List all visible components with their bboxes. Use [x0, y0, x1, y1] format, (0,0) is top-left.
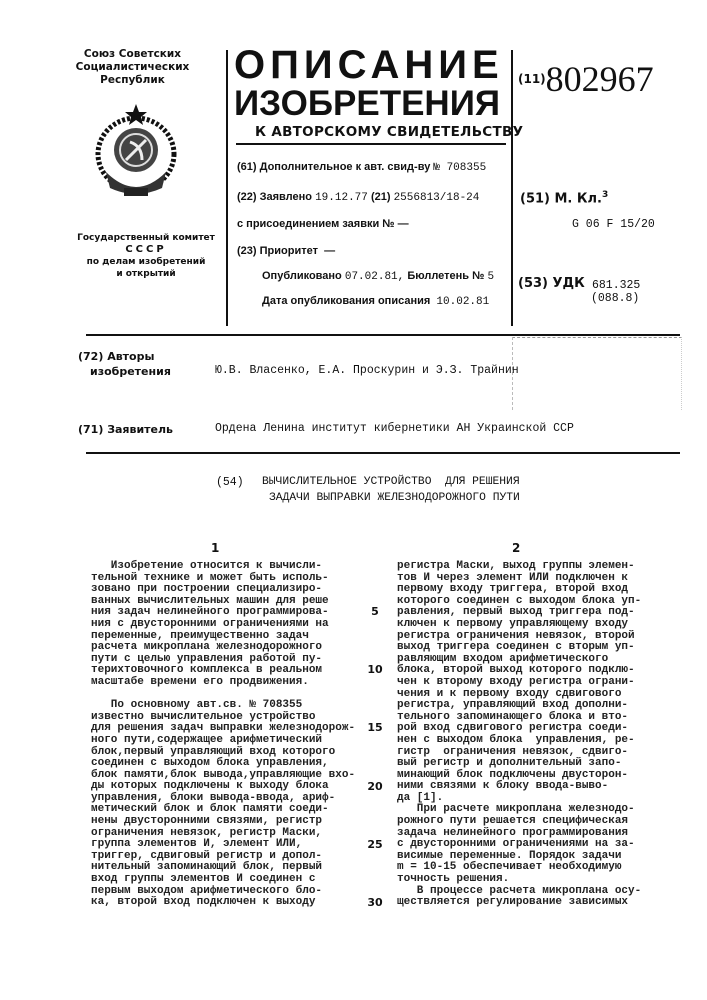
line-number: 20	[364, 780, 386, 793]
field-label: (21)	[371, 191, 391, 203]
patent-number	[518, 58, 654, 100]
field-51	[520, 190, 608, 206]
field-22	[237, 191, 479, 204]
patent-page	[0, 0, 707, 1000]
authors-label	[78, 349, 171, 379]
field-23	[237, 245, 335, 257]
field-value: 2556813/18-24	[394, 192, 480, 204]
doc-subtitle: К АВТОРСКОМУ СВИДЕТЕЛЬСТВУ	[255, 124, 523, 140]
field-53: (53) УДК	[518, 276, 585, 291]
udc-value: 681.325	[592, 279, 640, 292]
committee-line: по делам изобретений	[72, 256, 220, 268]
field-label: (23) Приоритет	[237, 245, 318, 257]
field-label: Опубликовано	[262, 270, 342, 282]
field-label: (51) М. Кл.	[520, 191, 602, 206]
doc-title-line2: ИЗОБРЕТЕНИЯ	[234, 85, 500, 123]
field-value: 19.12.77	[315, 192, 368, 204]
committee-line: Государственный комитет	[72, 232, 220, 244]
committee-line: СССР	[72, 244, 220, 256]
doc-title-line1: ОПИСАНИЕ	[234, 46, 504, 84]
invention-title-line1: ВЫЧИСЛИТЕЛЬНОЕ УСТРОЙСТВО ДЛЯ РЕШЕНИЯ	[262, 476, 520, 488]
field-label: (61) Дополнительное к авт. свид-ву	[237, 161, 430, 173]
patent-number-value: 802967	[546, 59, 654, 99]
union-line: Республик	[70, 74, 195, 87]
label-line: изобретения	[78, 364, 171, 379]
classification-value: G 06 F 15/20	[572, 218, 655, 231]
line-number: 15	[364, 721, 386, 734]
invention-title-line2: ЗАДАЧИ ВЫПРАВКИ ЖЕЛЕЗНОДОРОЖНОГО ПУТИ	[269, 492, 520, 504]
library-stamp	[512, 337, 682, 410]
udc-value: (088.8)	[591, 292, 639, 305]
union-line: Союз Советских	[70, 48, 195, 61]
issuer-union	[70, 48, 195, 87]
divider	[226, 50, 228, 326]
field-value: № 708355	[433, 162, 486, 174]
divider	[86, 452, 680, 454]
ussr-emblem-icon	[92, 102, 180, 202]
field-61	[237, 161, 486, 174]
divider	[511, 50, 513, 326]
line-number: 5	[364, 605, 386, 618]
union-line: Социалистических	[70, 61, 195, 74]
field-label: с присоединением заявки №	[237, 218, 395, 230]
field-value: —	[324, 245, 335, 257]
field-label: Дата опубликования описания	[262, 295, 430, 307]
field-superscript: 3	[602, 190, 608, 200]
authors-value: Ю.В. Власенко, Е.А. Проскурин и Э.З. Трайнин	[215, 364, 519, 377]
field-value: 5	[487, 271, 494, 283]
right-column-text: регистра Маски, выход группы элемен- тов И через элемент ИЛИ подключен к первому входу триггера, второй вход которого соединен с выходом блока уп- равления, первый выход триггера под- ключен к первому управляющему входу регистра ограничения невязок, второй выход триггера соединен с вторым уп- равляющим входом арифметического блока, второй выход которого подклю- чен к второму входу регистра ограни- чения и к первому входу сдвигового регистра, управляющий вход дополни- тельного запоминающего блока и вто- рой вход сдвигового регистра соеди- нен с выходом блока управления, ре- гистр ограничения невязок, сдвиго- вый регистр и дополнительный запо- минающий блок подключены двусторон- ними связями к блоку ввода-выво- да [1]. При расчете микроплана железнодо- рожного пути решается специфическая задача нелинейного программирования с двусторонними ограничениями на за- висимые переменные. Порядок задачи m = 10-15 обеспечивает необходимую точность решения. В процессе расчета микроплана осу- ществляется регулирование зависимых	[397, 561, 641, 909]
issuer-committee	[72, 232, 220, 280]
line-number: 10	[364, 663, 386, 676]
label-line: (72) Авторы	[78, 349, 171, 364]
field-value: 10.02.81	[436, 296, 489, 308]
field-attachment	[237, 218, 409, 230]
applicant-label: (71) Заявитель	[78, 423, 173, 436]
divider	[86, 334, 680, 336]
field-label: (22) Заявлено	[237, 191, 312, 203]
divider	[236, 143, 506, 145]
patent-number-code: (11)	[518, 72, 546, 86]
field-label: Бюллетень №	[407, 270, 484, 282]
field-value: —	[398, 218, 409, 230]
field-description-date	[262, 295, 489, 308]
left-column-text: Изобретение относится к вычисли- тельной технике и может быть исполь- зовано при построении специализиро- ванных вычислительных машин для реше ния задач нелинейного программирова- ния с двусторонними ограничениями на переменные, преимущественно задач расчета микроплана железнодорожного пути с целью управления работой пу- терихтовочного комплекса в реальном масштабе времени его продвижения. По основному авт.св. № 708355 известно вычислительное устройство для решения задач выправки железнодорож- ного пути,содержащее арифметический блок,первый управляющий вход которого соединен с выходом блока управления, блок памяти,блок вывода,управляющие вхо- ды которых подключены к выходу блока управления, блоки вывода-ввода, ариф- метический блок и блок памяти соеди- нены двусторонними связями, регистр ограничения невязок, регистр Маски, группа элементов И, элемент ИЛИ, триггер, сдвиговый регистр и допол- нительный запоминающий блок, первый вход группы элементов И соединен с первым выходом арифметического бло- ка, второй вход подключен к выходу	[91, 561, 355, 909]
invention-title-code: (54)	[216, 476, 244, 489]
applicant-value: Ордена Ленина институт кибернетики АН Украинской ССР	[215, 422, 574, 435]
committee-line: и открытий	[72, 268, 220, 280]
line-number: 25	[364, 838, 386, 851]
field-published	[262, 270, 494, 283]
line-number: 30	[364, 896, 386, 909]
field-value: 07.02.81,	[345, 271, 404, 283]
column-number: 1	[211, 541, 219, 555]
column-number: 2	[512, 541, 520, 555]
